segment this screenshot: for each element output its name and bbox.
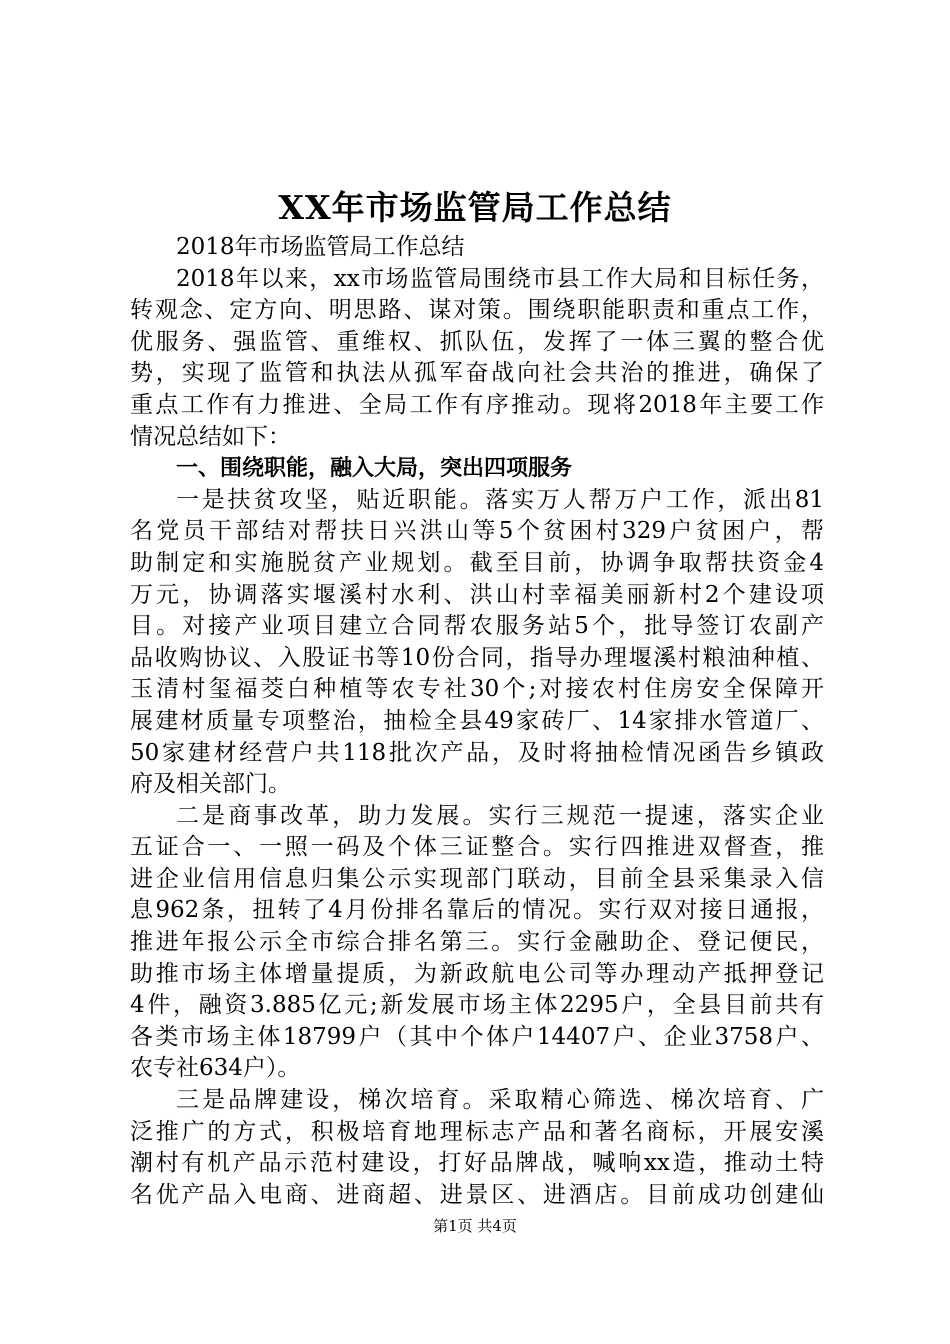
paragraph-line: 情况总结如下： xyxy=(130,423,291,450)
paragraph-line: 推进年报公示全市综合排名第三。实行金融助企、登记便民， xyxy=(130,929,824,956)
paragraph-line: 2018年以来，xx市场监管局围绕市县工作大局和目标任务， xyxy=(176,265,824,292)
paragraph-line: 重点工作有力推进、全局工作有序推动。现将2018年主要工作 xyxy=(130,391,824,418)
document-body xyxy=(130,232,824,1211)
paragraph-line: 50家建材经营户共118批次产品，及时将抽检情况函告乡镇政 xyxy=(130,739,824,766)
paragraph-line: 五证合一、一照一码及个体三证整合。实行四推进双督查，推 xyxy=(130,834,824,861)
paragraph-line: 名优产品入电商、进商超、进景区、进酒店。目前成功创建仙 xyxy=(130,1181,824,1208)
paragraph-line: 玉清村玺福茭白种植等农专社30个;对接农村住房安全保障开 xyxy=(130,676,824,703)
paragraph-line: 2018年市场监管局工作总结 xyxy=(176,234,465,260)
paragraph-line: 潮村有机产品示范村建设，打好品牌战，喊响xx造，推动土特 xyxy=(130,1150,824,1177)
paragraph-line: 4件，融资3.885亿元;新发展市场主体2295户，全县目前共有 xyxy=(130,992,824,1019)
paragraph-line: 万元，协调落实堰溪村水利、洪山村幸福美丽新村2个建设项 xyxy=(130,581,824,608)
paragraph-line: 优服务、强监管、重维权、抓队伍，发挥了一体三翼的整合优 xyxy=(130,328,824,355)
paragraph-line: 泛推广的方式，积极培育地理标志产品和著名商标，开展安溪 xyxy=(130,1118,824,1145)
paragraph-line: 二是商事改革，助力发展。实行三规范一提速，落实企业 xyxy=(176,802,824,829)
paragraph-line: 一是扶贫攻坚，贴近职能。落实万人帮万户工作，派出81 xyxy=(176,486,824,513)
paragraph-line: 转观念、定方向、明思路、谋对策。围绕职能职责和重点工作， xyxy=(130,297,824,324)
paragraph-line: 助制定和实施脱贫产业规划。截至目前，协调争取帮扶资金4 xyxy=(130,549,824,576)
page-footer: 第1页 共4页 xyxy=(433,1217,517,1235)
paragraph-line: 府及相关部门。 xyxy=(130,771,291,798)
paragraph-line: 名党员干部结对帮扶日兴洪山等5个贫困村329户贫困户，帮 xyxy=(130,518,824,545)
paragraph-line: 品收购协议、入股证书等10份合同，指导办理堰溪村粮油种植、 xyxy=(130,644,824,671)
paragraph-line: 进企业信用信息归集公示实现部门联动，目前全县采集录入信 xyxy=(130,865,824,892)
document-title: XX年市场监管局工作总结 xyxy=(278,188,672,227)
paragraph-line: 各类市场主体18799户（其中个体户14407户、企业3758户、 xyxy=(130,1023,824,1050)
paragraph-line: 农专社634户）。 xyxy=(130,1055,301,1082)
paragraph-line: 展建材质量专项整治，抽检全县49家砖厂、14家排水管道厂、 xyxy=(130,707,824,734)
paragraph-line: 息962条，扭转了4月份排名靠后的情况。实行双对接日通报， xyxy=(130,897,824,924)
section-heading: 一、围绕职能，融入大局，突出四项服务 xyxy=(176,456,573,482)
paragraph-line: 目。对接产业项目建立合同帮农服务站5个，批导签订农副产 xyxy=(130,613,824,640)
paragraph-line: 三是品牌建设，梯次培育。采取精心筛选、梯次培育、广 xyxy=(176,1087,824,1114)
paragraph-line: 势，实现了监管和执法从孤军奋战向社会共治的推进，确保了 xyxy=(130,360,824,387)
paragraph-line: 助推市场主体增量提质，为新政航电公司等办理动产抵押登记 xyxy=(130,960,824,987)
